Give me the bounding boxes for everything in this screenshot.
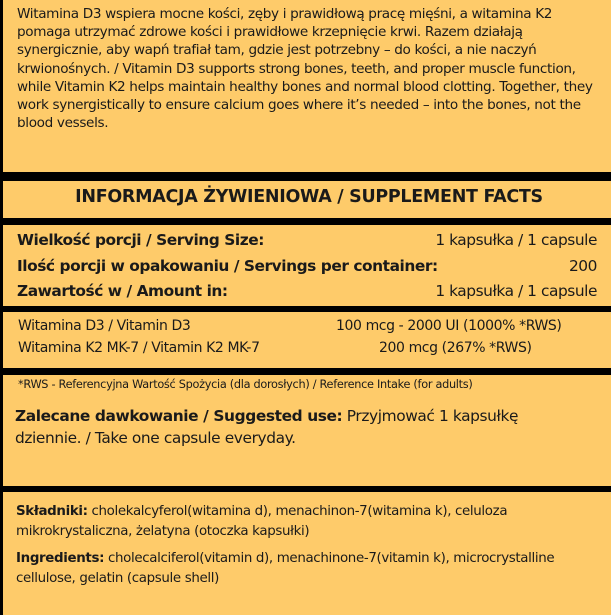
rws-note: *RWS - Referencyjna Wartość Spożycia (dla dorosłych) / Reference Intake (for adults) <box>18 378 473 391</box>
ingredients-pl <box>16 502 596 542</box>
ingredients-pl-text: cholekalcyferol(witamina d), menachinon-7(witamina k), celuloza mikrokrystaliczna, żelatyna (otoczka kapsułki) <box>16 504 508 539</box>
serving-section <box>3 225 611 306</box>
nutrients-section <box>3 312 611 368</box>
ingredients-en <box>16 549 596 589</box>
servings-per-container-label: Ilość porcji w opakowaniu / Servings per container: <box>17 257 438 275</box>
nutrient-name-k2: Witamina K2 MK-7 / Vitamin K2 MK-7 <box>18 340 260 356</box>
ingredients-pl-label: Składniki: <box>16 504 88 519</box>
suggested-use-label: Zalecane dawkowanie / Suggested use: <box>15 407 343 425</box>
intro-text: Witamina D3 wspiera mocne kości, zęby i prawidłową pracę mięśni, a witamina K2 pomaga utrzymać zdrowe kości i prawidłowe krzepnięcie krwi. Razem działają synergicznie, aby wapń trafiał tam, gdzie jest potrzebny – do kości, a nie naczyń krwionośnych. / Vitamin D3 supports strong bones, teeth, and proper muscle function, while Vitamin K2 helps maintain healthy bones and normal blood clotting. Together, they work synergistically to ensure calcium goes where it’s needed – into the bones, not the blood vessels. <box>17 6 593 132</box>
serving-size-row <box>17 231 597 249</box>
servings-per-container-row <box>17 257 597 275</box>
amount-in-row <box>17 282 597 300</box>
suggested-use-text: Przyjmować 1 kapsułkę dziennie. / Take one capsule everyday. <box>15 407 519 447</box>
usage-section <box>3 375 611 486</box>
nutrient-amount-d3: 100 mcg - 2000 UI (1000% *RWS) <box>336 318 562 334</box>
serving-size-label: Wielkość porcji / Serving Size: <box>17 231 264 249</box>
amount-in-label: Zawartość w / Amount in: <box>17 282 228 300</box>
suggested-use <box>15 405 575 449</box>
facts-header-section <box>3 181 611 218</box>
nutrient-name-d3: Witamina D3 / Vitamin D3 <box>18 318 191 334</box>
intro-section <box>3 0 611 172</box>
serving-size-value: 1 kapsułka / 1 capsule <box>435 231 597 249</box>
amount-in-value: 1 kapsułka / 1 capsule <box>435 282 597 300</box>
facts-title: INFORMACJA ŻYWIENIOWA / SUPPLEMENT FACTS <box>75 187 543 207</box>
ingredients-section <box>3 492 611 615</box>
servings-per-container-value: 200 <box>568 257 597 275</box>
ingredients-en-label: Ingredients: <box>16 551 105 566</box>
nutrient-amount-k2: 200 mcg (267% *RWS) <box>379 340 532 356</box>
ingredients-en-text: cholecalciferol(vitamin d), menachinone-7(vitamin k), microcrystalline cellulose, gelatin (capsule shell) <box>16 551 555 586</box>
